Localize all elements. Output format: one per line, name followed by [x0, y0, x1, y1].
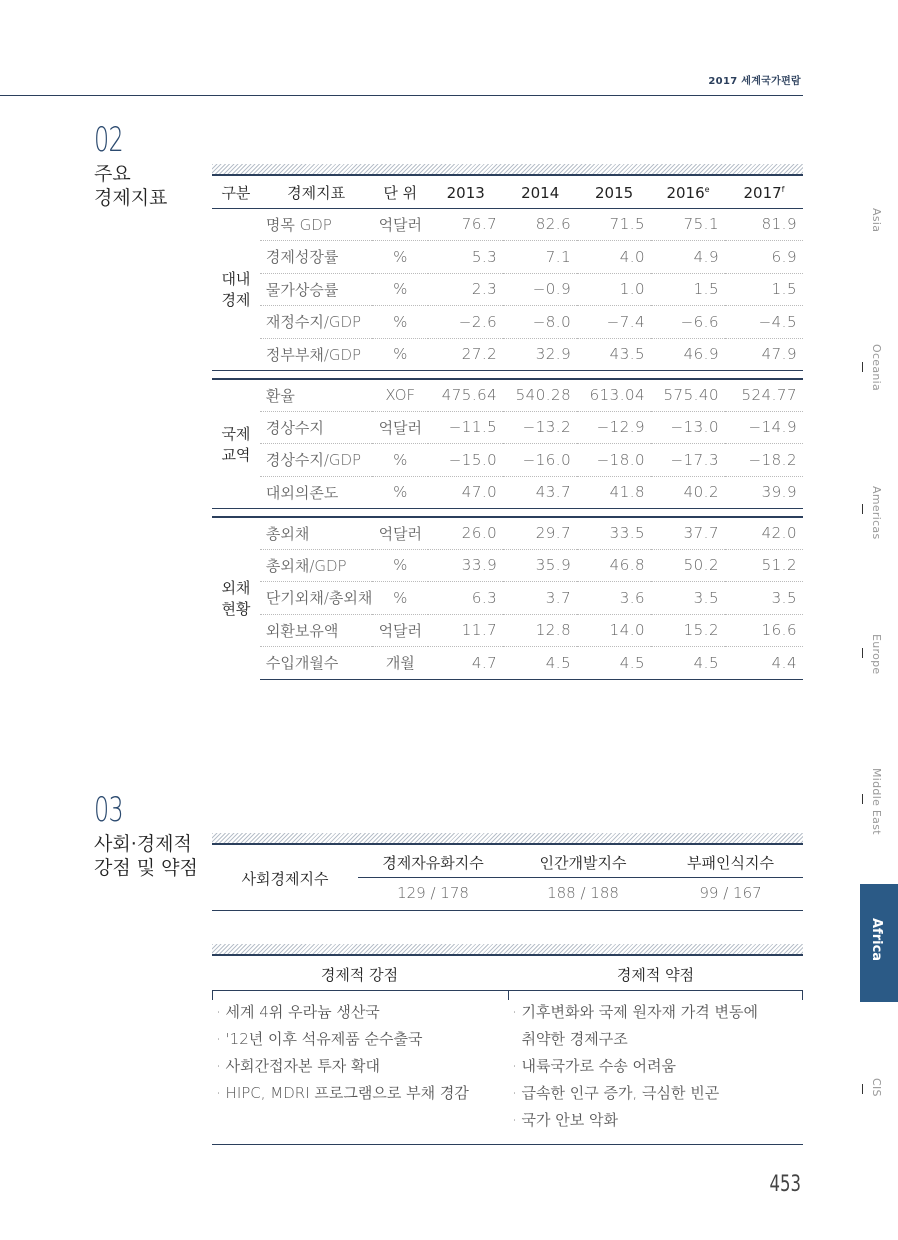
- indicator-value: 35.9: [503, 549, 577, 582]
- side-nav-tick-europe: [862, 648, 863, 658]
- index-hatch-band: [212, 833, 803, 843]
- indicator-value: −17.3: [651, 444, 725, 477]
- indicator-value: 12.8: [503, 614, 577, 647]
- indicator-value: 613.04: [577, 379, 651, 412]
- section-title-line2: 경제지표: [94, 187, 168, 209]
- indicator-value: 51.2: [725, 549, 803, 582]
- indicator-value: 37.7: [651, 517, 725, 550]
- index-mid-rule: [358, 877, 803, 878]
- indicator-value: −16.0: [503, 444, 577, 477]
- indicator-label: 단기외채/총외채: [260, 582, 373, 615]
- indicator-value: 29.7: [503, 517, 577, 550]
- index-header-corruption: 부패인식지수: [687, 854, 774, 872]
- indicator-unit: 억달러: [372, 517, 428, 550]
- side-nav-tick-cis: [862, 1084, 863, 1094]
- list-item: · 급속한 인구 증가, 극심한 빈곤: [512, 1084, 720, 1102]
- table-row: [212, 411, 803, 444]
- table-row: [212, 517, 803, 550]
- group-label: [212, 379, 260, 509]
- list-item: · '12년 이후 석유제품 순수출국: [216, 1030, 423, 1048]
- index-value-human-development: 188 / 188: [547, 884, 619, 902]
- indicator-label: 수입개월수: [260, 647, 373, 680]
- page-number: 453: [769, 1172, 801, 1197]
- col-header-2016: 2016e: [651, 178, 725, 208]
- sw-right-tick: [802, 990, 803, 1000]
- indicator-value: 3.5: [725, 582, 803, 615]
- table-hatch-band: [212, 164, 803, 174]
- indicator-value: 524.77: [725, 379, 803, 412]
- indicator-value: 4.7: [428, 647, 503, 680]
- table-row: [212, 379, 803, 412]
- table-row: [212, 306, 803, 339]
- index-header-human-development: 인간개발지수: [539, 854, 627, 872]
- indicator-unit: %: [372, 549, 428, 582]
- indicator-unit: %: [372, 241, 428, 274]
- indicator-unit: %: [372, 582, 428, 615]
- indicator-value: 46.8: [577, 549, 651, 582]
- index-top-rule: [212, 843, 803, 845]
- indicator-value: 43.5: [609, 345, 646, 364]
- indicator-value: 4.5: [577, 647, 651, 680]
- table-row: [212, 614, 803, 647]
- list-item: · HIPC, MDRI 프로그램으로 부채 경감: [216, 1084, 469, 1102]
- indicator-value: 82.6: [503, 208, 577, 241]
- indicator-unit: %: [393, 483, 408, 502]
- indicator-unit: 억달러: [372, 614, 428, 647]
- indicator-value: 1.0: [577, 273, 651, 306]
- sw-bottom-rule: [212, 1144, 803, 1145]
- sw-mid-tick: [508, 990, 509, 1000]
- table-row: [212, 208, 803, 241]
- side-nav-cis[interactable]: CIS: [870, 1078, 883, 1097]
- weakness-header: 경제적 약점: [616, 966, 695, 984]
- side-nav-tick-oceania: [862, 362, 863, 372]
- indicator-value: 3.5: [651, 582, 725, 615]
- indicator-value: 4.4: [725, 647, 803, 680]
- indicator-value: 33.9: [428, 549, 503, 582]
- indicator-value: 47.9: [761, 345, 797, 364]
- indicator-value: 6.9: [725, 241, 803, 274]
- index-row-label: 사회경제지수: [241, 870, 329, 888]
- group-label-line1: 외채: [221, 579, 251, 598]
- table-row: [212, 582, 803, 615]
- indicator-value: −4.5: [725, 306, 803, 339]
- sw-left-tick: [212, 990, 213, 1000]
- indicator-value: 81.9: [725, 208, 803, 241]
- indicator-value: 3.6: [577, 582, 651, 615]
- side-nav-asia[interactable]: Asia: [870, 208, 883, 233]
- indicator-label: 경제성장률: [260, 241, 373, 274]
- group-label-line2: 교역: [221, 445, 251, 464]
- strength-list: [216, 999, 469, 1107]
- section3-title-line2: 강점 및 약점: [94, 857, 198, 879]
- indicator-value: 16.6: [725, 614, 803, 647]
- indicator-unit: XOF: [372, 379, 428, 412]
- list-item: · 내륙국가로 수송 어려움: [512, 1057, 676, 1075]
- indicator-value: 1.5: [651, 273, 725, 306]
- indicator-value: −15.0: [428, 444, 503, 477]
- table-row: [212, 241, 803, 274]
- indicator-value: −18.0: [577, 444, 651, 477]
- strength-header: 경제적 강점: [320, 966, 399, 984]
- list-item: · 사회간접자본 투자 확대: [216, 1057, 380, 1075]
- indicator-label: 환율: [260, 379, 373, 412]
- indicator-unit: 억달러: [372, 208, 428, 241]
- indicator-label: 총외채: [260, 517, 373, 550]
- side-nav-americas[interactable]: Americas: [870, 486, 883, 540]
- indicator-value: 32.9: [535, 345, 572, 364]
- list-item: 취약한 경제구조: [512, 1030, 628, 1048]
- side-nav-tick-americas: [862, 504, 863, 514]
- indicator-value: 39.9: [761, 483, 797, 502]
- indicator-value: 50.2: [651, 549, 725, 582]
- index-header-economic-freedom: 경제자유화지수: [382, 854, 484, 872]
- indicator-value: 46.9: [683, 345, 719, 364]
- index-value-corruption: 99 / 167: [699, 884, 762, 902]
- indicator-value: 75.1: [651, 208, 725, 241]
- table-top-rule: [212, 174, 803, 176]
- table-row: [212, 647, 803, 680]
- indicator-unit: %: [372, 273, 428, 306]
- table-row: [212, 444, 803, 477]
- header-rule: [0, 95, 803, 96]
- table-row: [212, 273, 803, 306]
- section-number-03: 03: [94, 790, 123, 830]
- col-header-2017: 2017$^f$: [725, 178, 803, 208]
- group-separator: [212, 371, 803, 379]
- sw-top-rule: [212, 954, 803, 956]
- indicator-value: 4.5: [503, 647, 577, 680]
- economic-indicators-table: [212, 178, 803, 680]
- indicator-value: 575.40: [651, 379, 725, 412]
- col-header-2014: 2014: [503, 178, 577, 208]
- indicator-value: 5.3: [428, 241, 503, 274]
- table-row: [212, 338, 803, 371]
- col-header-category: 구분: [212, 178, 260, 208]
- indicator-label: 경상수지/GDP: [260, 444, 373, 477]
- indicator-value: 15.2: [651, 614, 725, 647]
- indicator-value: −14.9: [725, 411, 803, 444]
- indicator-value: 6.3: [428, 582, 503, 615]
- table-row: [212, 476, 803, 509]
- indicator-value: 43.7: [535, 483, 572, 502]
- indicator-value: 42.0: [725, 517, 803, 550]
- indicator-label: 명목 GDP: [260, 208, 373, 241]
- table-row: [212, 549, 803, 582]
- indicator-unit: 개월: [372, 647, 428, 680]
- indicator-label: 물가상승률: [260, 273, 373, 306]
- indicator-value: 27.2: [461, 345, 498, 364]
- indicator-value: 14.0: [577, 614, 651, 647]
- indicator-value: −13.2: [503, 411, 577, 444]
- indicator-value: 26.0: [428, 517, 503, 550]
- indicator-value: −2.6: [428, 306, 503, 339]
- indicator-value: 33.5: [577, 517, 651, 550]
- side-nav-tick-middle-east: [862, 794, 863, 804]
- index-value-economic-freedom: 129 / 178: [397, 884, 469, 902]
- side-nav-africa[interactable]: Africa: [869, 918, 884, 962]
- list-item: · 국가 안보 악화: [512, 1111, 619, 1129]
- indicator-value: 71.5: [577, 208, 651, 241]
- indicator-value: 47.0: [461, 483, 498, 502]
- col-header-2015: 2015: [577, 178, 651, 208]
- indicator-value: 2.3: [428, 273, 503, 306]
- indicator-value: 475.64: [428, 379, 503, 412]
- side-nav-oceania[interactable]: Oceania: [870, 344, 883, 392]
- group-label-line1: 국제: [221, 424, 251, 443]
- group-label-line2: 현황: [221, 600, 251, 619]
- list-item: · 기후변화와 국제 원자재 가격 변동에: [512, 1003, 758, 1021]
- indicator-value: −13.0: [651, 411, 725, 444]
- section-title-line1: 주요: [94, 163, 131, 185]
- indicator-value: 4.9: [651, 241, 725, 274]
- indicator-value: 540.28: [503, 379, 577, 412]
- col-header-indicator: 경제지표: [260, 178, 373, 208]
- section-number-02: 02: [94, 120, 123, 160]
- group-label: [212, 517, 260, 680]
- side-nav-europe[interactable]: Europe: [870, 634, 883, 675]
- indicator-value: −18.2: [725, 444, 803, 477]
- sw-hatch-band: [212, 944, 803, 954]
- group-label-line1: 대내: [221, 270, 251, 289]
- indicator-unit: %: [372, 444, 428, 477]
- col-header-2013: 2013: [428, 178, 503, 208]
- indicator-label: 외환보유액: [260, 614, 373, 647]
- running-header: 2017 세계국가편람: [708, 76, 801, 87]
- indicator-value: 4.0: [577, 241, 651, 274]
- table-header-row: [212, 178, 803, 208]
- side-nav-middle-east[interactable]: Middle East: [870, 768, 883, 835]
- indicator-value: −0.9: [503, 273, 577, 306]
- group-separator: [212, 509, 803, 517]
- indicator-value: −12.9: [577, 411, 651, 444]
- indicator-value: −8.0: [503, 306, 577, 339]
- indicator-value: 41.8: [609, 483, 646, 502]
- section3-title-line1: 사회·경제적: [94, 833, 192, 855]
- list-item: · 세계 4위 우라늄 생산국: [216, 1003, 380, 1021]
- indicator-label: 총외채/GDP: [260, 549, 373, 582]
- indicator-value: 76.7: [428, 208, 503, 241]
- indicator-value: 3.7: [503, 582, 577, 615]
- indicator-value: 1.5: [725, 273, 803, 306]
- indicator-label: 재정수지/GDP: [260, 306, 373, 339]
- indicator-unit: %: [393, 345, 408, 364]
- indicator-value: −6.6: [651, 306, 725, 339]
- indicator-unit: %: [372, 306, 428, 339]
- indicator-value: 7.1: [503, 241, 577, 274]
- indicator-label: 경상수지: [260, 411, 373, 444]
- indicator-unit: 억달러: [372, 411, 428, 444]
- indicator-label: 정부부채/GDP: [265, 345, 362, 364]
- indicator-value: 40.2: [683, 483, 719, 502]
- group-label-line2: 경제: [221, 291, 251, 310]
- indicator-value: −7.4: [577, 306, 651, 339]
- weakness-list: [512, 999, 758, 1134]
- col-header-unit: 단 위: [372, 178, 428, 208]
- group-label: [212, 208, 260, 371]
- indicator-value: −11.5: [428, 411, 503, 444]
- indicator-label: 대외의존도: [265, 483, 339, 502]
- indicator-value: 4.5: [651, 647, 725, 680]
- index-bottom-rule: [212, 910, 803, 911]
- indicator-value: 11.7: [428, 614, 503, 647]
